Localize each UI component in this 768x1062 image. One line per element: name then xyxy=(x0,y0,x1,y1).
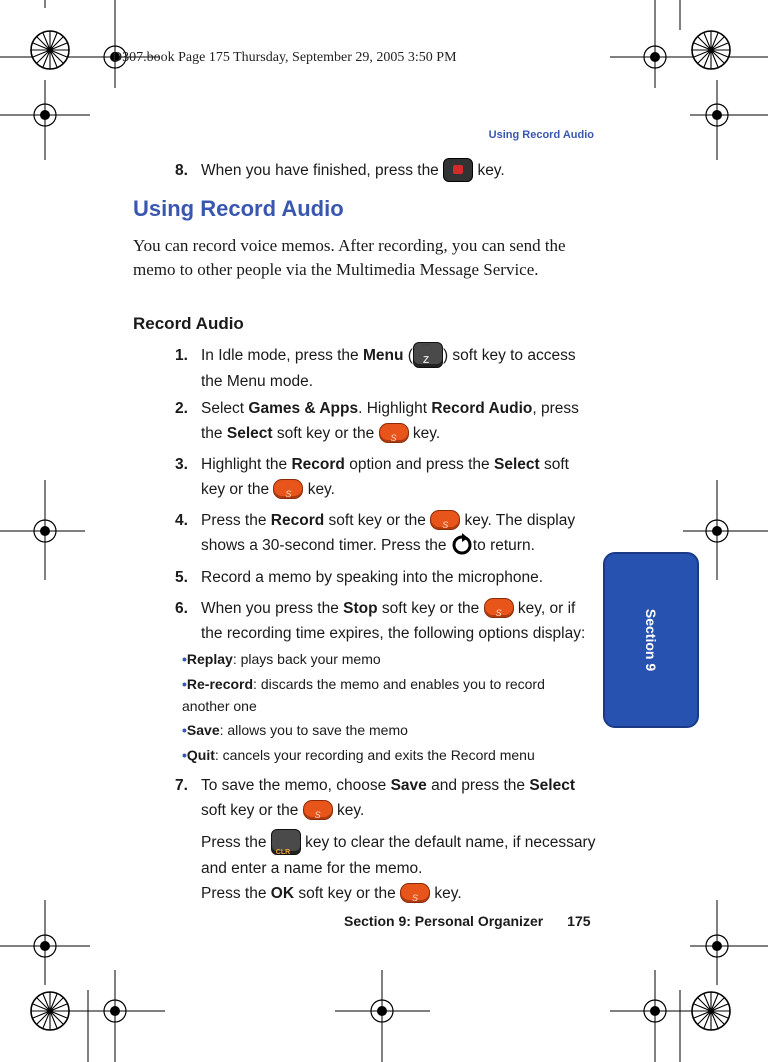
option-save: •Save: allows you to save the memo xyxy=(182,722,408,738)
page-number: 175 xyxy=(567,913,591,929)
step-text: To save the memo, choose Save and press the Select soft key or the S key. xyxy=(201,773,597,823)
intro-paragraph: You can record voice memos. After recording, you can send the memo to other people via the Multimedia Message Service. xyxy=(133,236,566,279)
end-key-icon xyxy=(443,158,473,182)
step-text: Record a memo by speaking into the microphone. xyxy=(201,569,544,586)
step-number: 1. xyxy=(175,347,188,364)
option-quit: •Quit: cancels your recording and exits the Record menu xyxy=(182,747,535,763)
page-footer xyxy=(344,913,591,929)
step-number: 6. xyxy=(175,600,188,617)
book-header: D307.book Page 175 Thursday, September 29, 2005 3:50 PM xyxy=(112,50,457,65)
step-text: In Idle mode, press the Menu (••• Z ) soft key to access the Menu mode. xyxy=(201,343,597,394)
step-text: Highlight the Record option and press the Select soft key or the S key. xyxy=(201,452,597,502)
footer-title: Section 9: Personal Organizer xyxy=(344,913,544,929)
select-key-icon xyxy=(430,510,460,530)
select-key-icon xyxy=(273,479,303,499)
section-tab xyxy=(603,552,699,728)
step-text: When you have finished, press the key. xyxy=(201,158,597,183)
back-key-icon xyxy=(451,533,473,555)
option-rerecord: •Re-record: discards the memo and enables you to record another one xyxy=(182,676,545,714)
step-text: When you press the Stop soft key or the S key, or if the recording time expires, the following options display: xyxy=(201,596,597,646)
select-key-icon xyxy=(400,883,430,903)
step-number: 4. xyxy=(175,512,188,529)
section-tab-label: Section 9 xyxy=(643,608,659,672)
step-text: Press the Record soft key or the S key. The display shows a 30-second timer. Press the to return. xyxy=(201,508,597,558)
option-replay: •Replay: plays back your memo xyxy=(182,651,381,667)
select-key-icon xyxy=(379,423,409,443)
step-number: 8. xyxy=(175,162,188,179)
step-number: 2. xyxy=(175,400,188,417)
clear-key-icon xyxy=(271,829,301,855)
menu-key-icon xyxy=(413,342,443,368)
step-number: 5. xyxy=(175,569,188,586)
running-header: Using Record Audio xyxy=(488,129,594,141)
step-number: 3. xyxy=(175,456,188,473)
step-text: Select Games & Apps. Highlight Record Audio, press the Select soft key or the S key. xyxy=(201,396,597,446)
step-text: Press the CLR key to clear the default name, if necessary and enter a name for the memo. Press the OK soft key or the S key. xyxy=(201,830,597,906)
select-key-icon xyxy=(484,598,514,618)
select-key-icon xyxy=(303,800,333,820)
subheading: Record Audio xyxy=(133,314,244,333)
step-number: 7. xyxy=(175,777,188,794)
section-title: Using Record Audio xyxy=(133,196,344,221)
